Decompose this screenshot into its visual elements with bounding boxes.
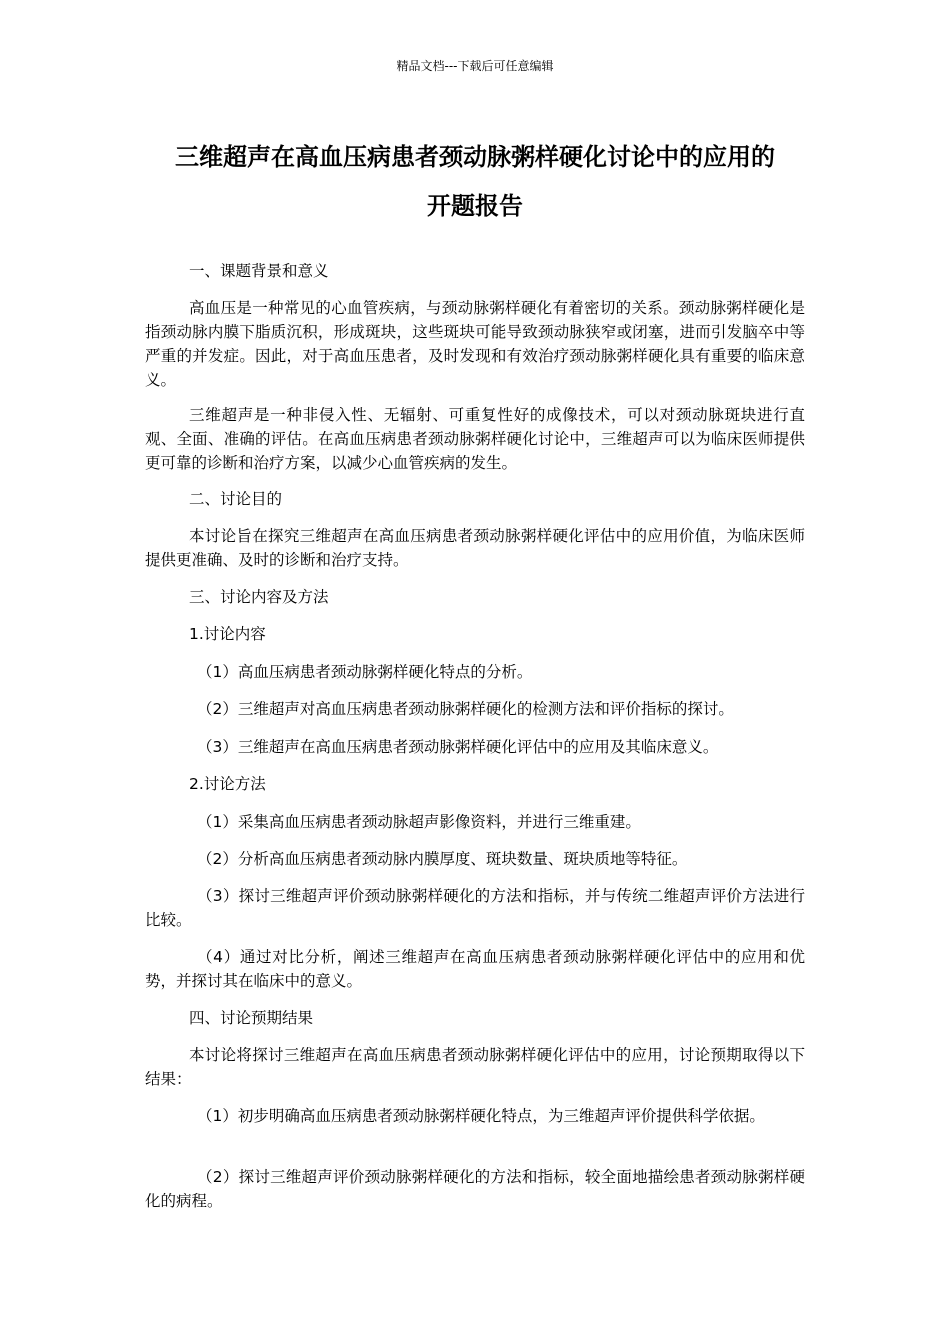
section-heading-content-methods: 三、讨论内容及方法 [189, 588, 329, 606]
section-heading-purpose: 二、讨论目的 [189, 490, 283, 508]
method-item-1: （1）采集高血压病患者颈动脉超声影像资料，并进行三维重建。 [197, 813, 641, 831]
method-item-4: （4）通过对比分析，阐述三维超声在高血压病患者颈动脉粥样硬化评估中的应用和优势，并探讨其在临床中的意义。 [145, 948, 805, 990]
content-item-1: （1）高血压病患者颈动脉粥样硬化特点的分析。 [197, 663, 533, 681]
section-heading-expected-results: 四、讨论预期结果 [189, 1009, 314, 1027]
content-item-2: （2）三维超声对高血压病患者颈动脉粥样硬化的检测方法和评价指标的探讨。 [197, 700, 734, 718]
subheading-content: 1.讨论内容 [189, 625, 266, 643]
paragraph-expected-results: 本讨论将探讨三维超声在高血压病患者颈动脉粥样硬化评估中的应用，讨论预期取得以下结果： [145, 1046, 805, 1088]
content-item-3: （3）三维超声在高血压病患者颈动脉粥样硬化评估中的应用及其临床意义。 [197, 738, 719, 756]
result-item-2: （2）探讨三维超声评价颈动脉粥样硬化的方法和指标，较全面地描绘患者颈动脉粥样硬化的病程。 [145, 1168, 805, 1210]
paragraph-background-1: 高血压是一种常见的心血管疾病，与颈动脉粥样硬化有着密切的关系。颈动脉粥样硬化是指颈动脉内膜下脂质沉积，形成斑块，这些斑块可能导致颈动脉狭窄或闭塞，进而引发脑卒中等严重的并发症。因此，对于高血压患者，及时发现和有效治疗颈动脉粥样硬化具有重要的临床意义。 [145, 299, 805, 389]
method-item-2: （2）分析高血压病患者颈动脉内膜厚度、斑块数量、斑块质地等特征。 [197, 850, 688, 868]
page-header: 精品文档---下载后可任意编辑 [396, 59, 554, 73]
document-title-line-2: 开题报告 [427, 192, 523, 220]
paragraph-background-2: 三维超声是一种非侵入性、无辐射、可重复性好的成像技术，可以对颈动脉斑块进行直观、全面、准确的评估。在高血压病患者颈动脉粥样硬化讨论中，三维超声可以为临床医师提供更可靠的诊断和治疗方案，以减少心血管疾病的发生。 [145, 406, 805, 472]
subheading-methods: 2.讨论方法 [189, 775, 266, 793]
paragraph-purpose: 本讨论旨在探究三维超声在高血压病患者颈动脉粥样硬化评估中的应用价值，为临床医师提供更准确、及时的诊断和治疗支持。 [145, 527, 805, 569]
document-title-line-1: 三维超声在高血压病患者颈动脉粥样硬化讨论中的应用的 [175, 143, 775, 171]
result-item-1: （1）初步明确高血压病患者颈动脉粥样硬化特点，为三维超声评价提供科学依据。 [197, 1107, 765, 1125]
section-heading-background: 一、课题背景和意义 [189, 262, 329, 280]
method-item-3: （3）探讨三维超声评价颈动脉粥样硬化的方法和指标，并与传统二维超声评价方法进行比较。 [145, 887, 805, 929]
